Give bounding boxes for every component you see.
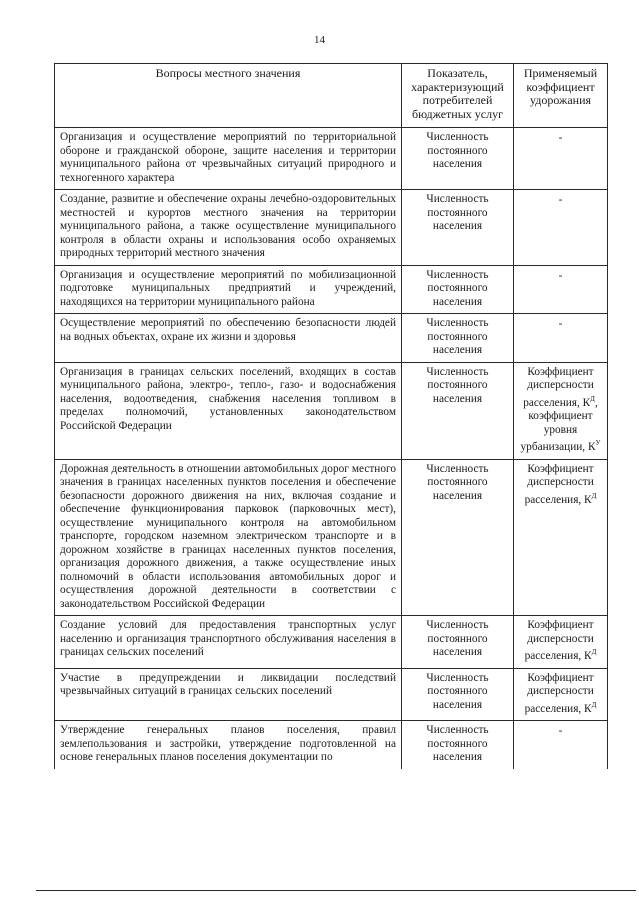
coefficient-text: Коэффициент дисперсности расселения, К [524,462,594,506]
coefficient-superscript: Д [591,491,597,500]
local-issues-table [54,63,608,769]
coefficient-text: коэффициент уровня урбанизации, К [520,410,596,453]
issue-cell: Осуществление мероприятий по обеспечению безопасности людей на водных объектах, охране их жизни и здоровья [55,314,402,363]
table-header-row [55,64,608,128]
indicator-cell: Численность постоянного населения [402,721,514,769]
page-number: 14 [314,34,325,46]
coefficient-cell: Коэффициент дисперсности расселения, $К^Д$, коэффициент уровня урбанизации, $К^У$ [514,362,608,459]
coefficient-superscript: У [595,439,601,447]
table-row [55,459,608,616]
page-bottom-rule [36,890,636,891]
coefficient-superscript: Д [590,394,595,403]
table-row [55,616,608,669]
coefficient-text: Коэффициент дисперсности расселения, К [523,365,594,409]
issue-cell: Дорожная деятельность в отношении автомобильных дорог местного значения в границах населенных пунктов поселения и обеспечение безопасности дорожного движения на них, включая создание и обеспечение функционирования парковок (парковочных мест), осуществление муниципального контроля на автомобильном транспорте, городском наземном электрическом транспорте и в дорожном хозяйстве в границах населенных пунктов поселения, организация дорожного движения, а также осуществление иных полномочий в области использования автомобильных дорог и осуществления дорожной деятельности в соответствии с законодательством Российской Федерации [55,459,402,616]
indicator-cell: Численность постоянного населения [402,459,514,616]
table-row [55,668,608,721]
table-row [55,362,608,459]
indicator-cell: Численность постоянного населения [402,190,514,266]
issue-cell: Участие в предупреждении и ликвидации последствий чрезвычайных ситуаций в границах сельских поселений [55,668,402,721]
table-row [55,314,608,363]
indicator-cell: Численность постоянного населения [402,128,514,190]
issue-cell: Организация и осуществление мероприятий по мобилизационной подготовке муниципальных предприятий и учреждений, находящихся на территории муниципального района [55,265,402,314]
header-coefficient: Применяемый коэффициент удорожания [514,64,608,128]
issue-cell: Организация в границах сельских поселений, входящих в состав муниципального района, электро-, тепло-, газо- и водоснабжения населения, водоотведения, снабжения населения топливом в пределах полномочий, установленных законодательством Российской Федерации [55,362,402,459]
table-row [55,190,608,266]
issue-cell: Организация и осуществление мероприятий по территориальной обороне и гражданской обороне, защите населения и территории муниципального района от чрезвычайных ситуаций природного и техногенного характера [55,128,402,190]
coefficient-text: Коэффициент дисперсности расселения, К [524,619,594,662]
issue-cell: Утверждение генеральных планов поселения, правил землепользования и застройки, утверждение подготовленной на основе генеральных планов поселения документации по [55,721,402,769]
coefficient-cell: - [514,190,608,266]
coefficient-cell: - [514,314,608,363]
coefficient-cell [514,668,608,721]
header-issues: Вопросы местного значения [55,64,402,128]
table-row [55,721,608,769]
coefficient-superscript: Д [591,648,597,656]
coefficient-cell: - [514,265,608,314]
issue-cell: Создание, развитие и обеспечение охраны лечебно-оздоровительных местностей и курортов местного значения на территории муниципального района, а также осуществление муниципального контроля в области охраны и использования особо охраняемых природных территорий местного значения [55,190,402,266]
coefficient-cell: - [514,128,608,190]
coefficient-cell [514,616,608,669]
indicator-cell: Численность постоянного населения [402,668,514,721]
coefficient-cell [514,459,608,616]
coefficient-superscript: Д [591,700,597,709]
table-row [55,128,608,190]
table-row [55,265,608,314]
issue-cell: Создание условий для предоставления транспортных услуг населению и организация транспортного обслуживания населения в границах сельских поселений [55,616,402,669]
coefficient-text: Коэффициент дисперсности расселения, К [524,671,594,715]
indicator-cell: Численность постоянного населения [402,362,514,459]
header-indicator: Показатель, характеризующий потребителей бюджетных услуг [402,64,514,128]
coefficient-cell: - [514,721,608,769]
indicator-cell: Численность постоянного населения [402,616,514,669]
indicator-cell: Численность постоянного населения [402,314,514,363]
indicator-cell: Численность постоянного населения [402,265,514,314]
